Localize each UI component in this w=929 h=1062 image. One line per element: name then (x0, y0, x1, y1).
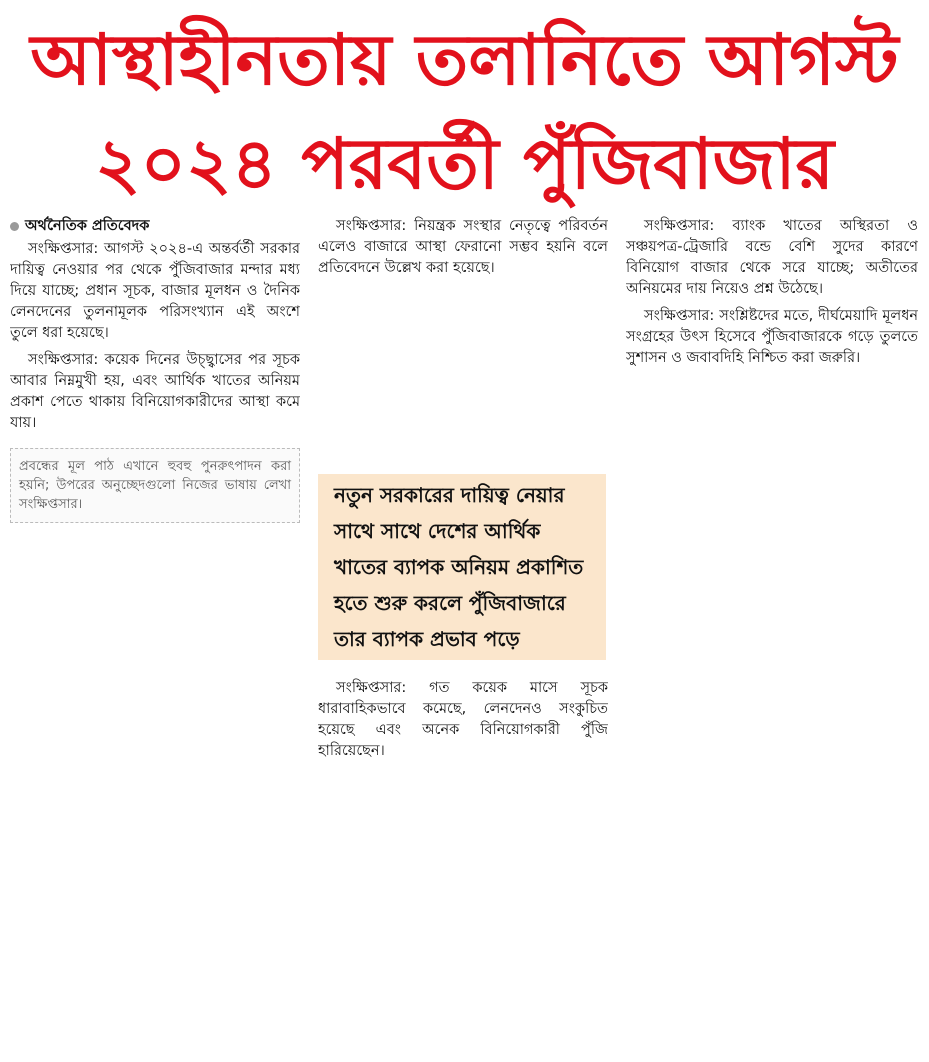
byline-text: অর্থনৈতিক প্রতিবেদক (25, 218, 150, 234)
column-2-top (318, 216, 608, 466)
column-3 (626, 216, 918, 1056)
headline-line-2: ২০২৪ পরবর্তী পুঁজিবাজার (94, 123, 835, 205)
column-2-bottom (318, 678, 608, 1056)
bullet-icon (10, 222, 19, 231)
paragraph: সংক্ষিপ্তসার: সংশ্লিষ্টদের মতে, দীর্ঘমেয়াদি মূলধন সংগ্রহের উৎস হিসেবে পুঁজিবাজারকে গড়ে তুলতে সুশাসন ও জবাবদিহি নিশ্চিত করা জরুরি। (626, 308, 918, 366)
headline-line-1: আস্থাহীনতায় তলানিতে আগস্ট (30, 19, 899, 101)
paragraph: সংক্ষিপ্তসার: কয়েক দিনের উচ্ছ্বাসের পর সূচক আবার নিম্নমুখী হয়, এবং আর্থিক খাতের অনিয়ম প্রকাশ পেতে থাকায় বিনিয়োগকারীদের আস্থা কমে যায়। (10, 352, 300, 431)
column-1 (10, 216, 300, 1056)
summary-notice: প্রবন্ধের মূল পাঠ এখানে হুবহু পুনরুৎপাদন করা হয়নি; উপরের অনুচ্ছেদগুলো নিজের ভাষায় লেখা সংক্ষিপ্তসার। (10, 448, 300, 523)
paragraph: সংক্ষিপ্তসার: আগস্ট ২০২৪-এ অন্তর্বর্তী সরকার দায়িত্ব নেওয়ার পর থেকে পুঁজিবাজার মন্দার মধ্য দিয়ে যাচ্ছে; প্রধান সূচক, বাজার মূলধন ও দৈনিক লেনদেনের তুলনামূলক পরিসংখ্যান এই অংশে তুলে ধরা হয়েছে। (10, 241, 300, 341)
byline (10, 216, 300, 237)
pull-quote (318, 474, 606, 660)
paragraph: সংক্ষিপ্তসার: ব্যাংক খাতের অস্থিরতা ও সঞ্চয়পত্র-ট্রেজারি বন্ডে বেশি সুদের কারণে বিনিয়োগ বাজার থেকে সরে যাচ্ছে; অতীতের অনিয়মের দায় নিয়েও প্রশ্ন উঠেছে। (626, 218, 918, 297)
paragraph: সংক্ষিপ্তসার: গত কয়েক মাসে সূচক ধারাবাহিকভাবে কমেছে, লেনদেনও সংকুচিত হয়েছে এবং অনেক বিনিয়োগকারী পুঁজি হারিয়েছেন। (318, 680, 608, 759)
pull-quote-text: নতুন সরকারের দায়িত্ব নেয়ার সাথে সাথে দেশের আর্থিক খাতের ব্যাপক অনিয়ম প্রকাশিত হতে শুরু করলে পুঁজিবাজারে তার ব্যাপক প্রভাব পড়ে (334, 483, 584, 651)
headline (0, 6, 929, 214)
paragraph: সংক্ষিপ্তসার: নিয়ন্ত্রক সংস্থার নেতৃত্বে পরিবর্তন এলেও বাজারে আস্থা ফেরানো সম্ভব হয়নি বলে প্রতিবেদনে উল্লেখ করা হয়েছে। (318, 218, 608, 276)
